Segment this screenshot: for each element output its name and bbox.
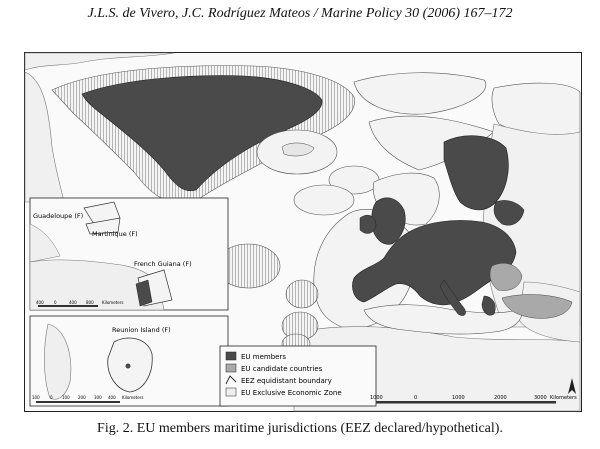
reunion-scale-unit: Kilometers [122,395,144,400]
figure-caption: Fig. 2. EU members maritime jurisdictions (EEZ declared/hypothetical). [97,421,503,436]
reunion-scale-1: 0 [50,395,53,400]
eu-maritime-map-figure [24,52,582,412]
legend-item-eez-boundary [226,376,332,385]
main-scale-0: 1000 [370,395,383,401]
caribbean-scale-2: 400 [69,300,77,305]
legend-swatch-candidates [226,364,236,372]
legend-label-eu-members: EU members [241,353,286,361]
running-head: J.L.S. de Vivero, J.C. Rodríguez Mateos / Marine Policy 30 (2006) 167–172 [87,6,513,21]
legend-item-eu-members [226,352,286,361]
main-scale-2: 1000 [452,395,465,401]
main-scale-unit: Kilometers [550,395,577,401]
madeira-eez [286,280,318,308]
reunion-scale-3: 200 [78,395,86,400]
legend-swatch-eez [226,388,236,396]
main-scale-4: 3000 [534,395,547,401]
reunion-island [126,364,131,369]
label-reunion: Reunion Island (F) [112,326,171,334]
reunion-scale-4: 300 [94,395,102,400]
label-french-guiana: French Guiana (F) [134,260,192,268]
legend-swatch-eu-members [226,352,236,360]
caribbean-scale-3: 800 [86,300,94,305]
rockall-eez [294,185,354,215]
caribbean-scale-1: 0 [54,300,57,305]
label-martinique: Martinique (F) [92,230,138,238]
reunion-scale-5: 400 [108,395,116,400]
legend-label-eez-boundary: EEZ equidistant boundary [241,377,332,385]
reunion-scale-2: 100 [62,395,70,400]
legend-label-eez: EU Exclusive Economic Zone [241,389,342,397]
legend-item-eez [226,388,342,397]
caribbean-scale-unit: Kilometers [102,300,124,305]
label-guadeloupe: Guadeloupe (F) [33,212,84,220]
legend-item-candidates [226,364,323,373]
legend-label-candidates: EU candidate countries [241,365,323,373]
caribbean-scale-0: 400 [36,300,44,305]
main-scale-1: 0 [414,395,418,401]
ireland-eu [360,215,376,233]
main-scale-3: 2000 [494,395,507,401]
reunion-scale-0: 100 [32,395,40,400]
